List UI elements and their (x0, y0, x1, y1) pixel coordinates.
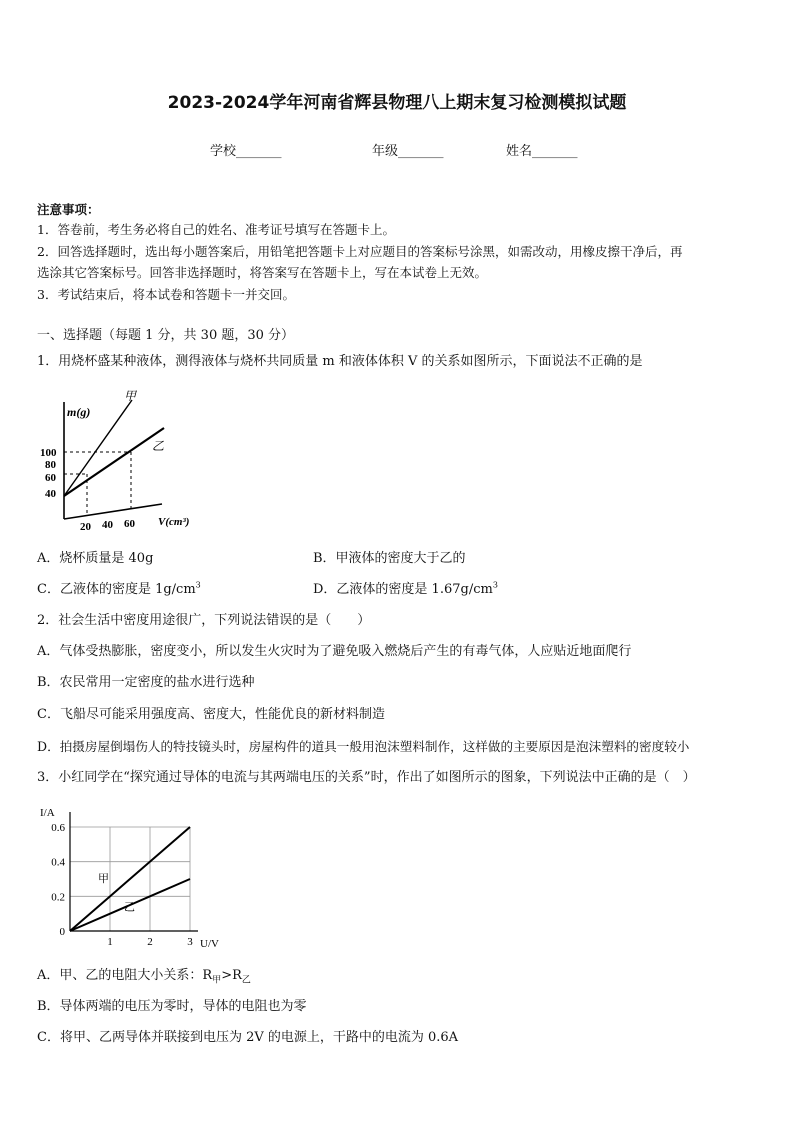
x-axis-label: V(cm³) (158, 516, 190, 528)
q2-option-c[interactable]: C．飞船尽可能采用强度高、密度大，性能优良的新材料制造 (37, 707, 385, 722)
note-2-line2: 选涂其它答案标号。回答非选择题时，将答案写在答题卡上，写在本试卷上无效。 (37, 265, 488, 280)
school-field: 学校_______ (210, 144, 282, 159)
y-tick-label: 0.2 (51, 891, 65, 904)
q2-option-a[interactable]: A．气体受热膨胀，密度变小，所以发生火灾时为了避免吸入燃烧后产生的有毒气体，人应贴近地面爬行 (37, 644, 632, 659)
q3-option-a[interactable]: A．甲、乙的电阻大小关系：$R_甲>R_乙$ (37, 968, 251, 986)
note-3: 3．考试结束后，将本试卷和答题卡一并交回。 (37, 287, 295, 302)
x-tick: 40 (102, 519, 113, 531)
notes-heading: 注意事项： (37, 202, 100, 217)
q1-option-c[interactable]: C．乙液体的密度是 $1g/cm^3$ (37, 580, 201, 597)
x-tick-label: 3 (187, 936, 193, 948)
x-tick: 20 (80, 521, 91, 533)
x-tick-label: 1 (107, 936, 113, 948)
y-axis-label: m(g) (67, 405, 91, 419)
q2-option-b[interactable]: B．农民常用一定密度的盐水进行选种 (37, 675, 255, 690)
y-tick: 100 (40, 447, 57, 459)
x-axis-label: U/V (200, 938, 219, 950)
series-label-jia: 甲 (98, 873, 109, 885)
label-yi: 乙 (152, 439, 165, 453)
q3-option-b[interactable]: B．导体两端的电压为零时，导体的电阻也为零 (37, 999, 307, 1014)
note-1: 1．答卷前，考生务必将自己的姓名、准考证号填写在答题卡上。 (37, 222, 395, 237)
q2-option-d[interactable]: D．拍摄房屋倒塌伤人的特技镜头时，房屋构件的道具一般用泡沫塑料制作，这样做的主要原因是泡沫塑料的密度较小 (37, 739, 690, 754)
q3-option-c[interactable]: C．将甲、乙两导体并联接到电压为 2V 的电源上，干路中的电流为 0.6A (37, 1030, 459, 1045)
x-tick-label: 2 (147, 936, 153, 948)
series-line-jia (70, 827, 190, 931)
label-jia: 甲 (124, 389, 137, 403)
y-tick: 40 (45, 488, 56, 500)
y-tick-label: 0.4 (51, 856, 65, 869)
line-yi (64, 428, 164, 496)
y-tick-label: 0.6 (51, 822, 65, 834)
y-tick-label: 0 (59, 926, 65, 938)
chart-mass-volume (38, 384, 208, 536)
question-2-stem: 2．社会生活中密度用途很广，下列说法错误的是（ ） (37, 613, 371, 628)
series-label-yi: 乙 (124, 901, 135, 914)
grade-field: 年级_______ (372, 144, 444, 159)
name-field: 姓名_______ (506, 144, 578, 159)
section-heading: 一、选择题（每题 1 分，共 30 题，30 分） (37, 328, 295, 343)
y-tick: 60 (45, 472, 56, 484)
q1-option-b[interactable]: B．甲液体的密度大于乙的 (313, 551, 466, 566)
page-title: 2023-2024学年河南省辉县物理八上期末复习检测模拟试题 (167, 93, 627, 113)
x-axis (64, 504, 162, 519)
q1-option-d[interactable]: D．乙液体的密度是 $1.67g/cm^3$ (313, 580, 498, 597)
chart-current-voltage (36, 802, 236, 954)
q1-option-a[interactable]: A．烧杯质量是 40g (37, 551, 154, 566)
y-tick: 80 (45, 459, 56, 471)
question-3-stem: 3．小红同学在“探究通过导体的电流与其两端电压的关系”时，作出了如图所示的图象，下列说法中正确的是（ ） (37, 770, 696, 785)
note-2-line1: 2．回答选择题时，选出每小题答案后，用铅笔把答题卡上对应题目的答案标号涂黑，如需改动，用橡皮擦干净后，再 (37, 244, 683, 259)
question-1-stem: 1．用烧杯盛某种液体，测得液体与烧杯共同质量 m 和液体体积 V 的关系如图所示，下面说法不正确的是 (37, 354, 643, 369)
y-axis-label: I/A (40, 807, 55, 819)
x-tick: 60 (124, 518, 135, 530)
